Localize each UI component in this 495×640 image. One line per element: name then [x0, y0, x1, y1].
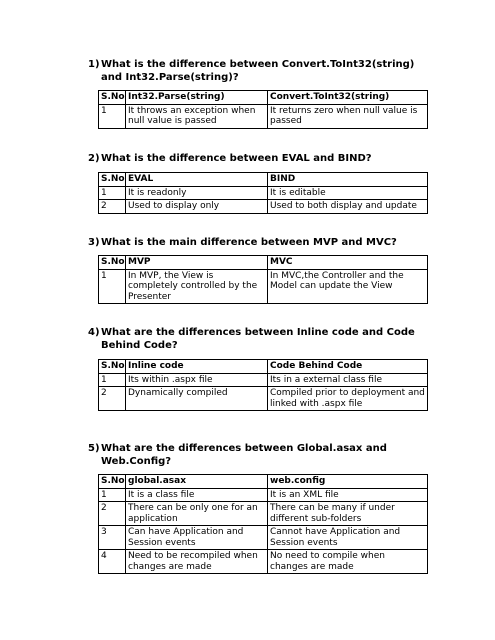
cell-sno: 1 [99, 488, 126, 502]
cell-sno: 1 [99, 104, 126, 128]
header-col-2: Convert.ToInt32(string) [268, 91, 428, 105]
question-text: What are the differences between Inline code and Code Behind Code? [101, 327, 415, 351]
question-1 [88, 58, 428, 84]
cell-col-1: Can have Application and Session events [126, 526, 268, 550]
cell-col-2: It returns zero when null value is passed [268, 104, 428, 128]
header-col-2: BIND [268, 173, 428, 187]
question-number: 3) [88, 237, 100, 248]
cell-col-2: Cannot have Application and Session events [268, 526, 428, 550]
cell-sno: 3 [99, 526, 126, 550]
cell-col-1: In MVP, the View is completely controlled by the Presenter [126, 269, 268, 304]
header-sno: S.No [99, 173, 126, 187]
cell-sno: 1 [99, 269, 126, 304]
question-text: What is the main difference between MVP and MVC? [101, 237, 397, 248]
table-row [99, 526, 428, 550]
cell-col-2: In MVC,the Controller and the Model can update the View [268, 269, 428, 304]
header-col-2: web.config [268, 475, 428, 489]
table-row [99, 387, 428, 411]
cell-sno: 1 [99, 186, 126, 200]
cell-col-2: Compiled prior to deployment and linked with .aspx file [268, 387, 428, 411]
question-3 [88, 236, 428, 249]
cell-col-2: It is an XML file [268, 488, 428, 502]
table-row [99, 502, 428, 526]
header-col-1: global.asax [126, 475, 268, 489]
comparison-table-2 [98, 172, 428, 214]
cell-col-1: Need to be recompiled when changes are made [126, 550, 268, 574]
cell-col-1: It is a class file [126, 488, 268, 502]
cell-col-1: Its within .aspx file [126, 373, 268, 387]
table-header-row [99, 475, 428, 489]
question-number: 4) [88, 327, 100, 338]
table-header-row [99, 360, 428, 374]
question-5 [88, 442, 428, 468]
cell-col-2: Used to both display and update [268, 200, 428, 214]
comparison-table-5 [98, 474, 428, 574]
header-col-1: Int32.Parse(string) [126, 91, 268, 105]
table-row [99, 488, 428, 502]
table-row [99, 186, 428, 200]
header-col-1: MVP [126, 256, 268, 270]
cell-col-1: It is readonly [126, 186, 268, 200]
table-header-row [99, 91, 428, 105]
cell-col-2: There can be many if under different sub-folders [268, 502, 428, 526]
table-row [99, 269, 428, 304]
cell-col-1: Dynamically compiled [126, 387, 268, 411]
cell-col-1: Used to display only [126, 200, 268, 214]
header-sno: S.No [99, 91, 126, 105]
question-2 [88, 152, 428, 165]
question-text: What are the differences between Global.asax and Web.Config? [101, 443, 387, 467]
table-row [99, 104, 428, 128]
question-text: What is the difference between EVAL and BIND? [101, 153, 372, 164]
cell-sno: 4 [99, 550, 126, 574]
table-row [99, 550, 428, 574]
question-number: 1) [88, 59, 100, 70]
comparison-table-3 [98, 255, 428, 304]
header-col-2: MVC [268, 256, 428, 270]
cell-sno: 2 [99, 502, 126, 526]
header-sno: S.No [99, 360, 126, 374]
table-row [99, 200, 428, 214]
question-number: 2) [88, 153, 100, 164]
table-header-row [99, 256, 428, 270]
question-number: 5) [88, 443, 100, 454]
question-text: What is the difference between Convert.ToInt32(string) and Int32.Parse(string)? [101, 59, 415, 83]
header-col-1: Inline code [126, 360, 268, 374]
cell-sno: 2 [99, 387, 126, 411]
cell-col-1: It throws an exception when null value is passed [126, 104, 268, 128]
header-sno: S.No [99, 256, 126, 270]
cell-col-2: Its in a external class file [268, 373, 428, 387]
cell-col-2: No need to compile when changes are made [268, 550, 428, 574]
question-4 [88, 326, 428, 352]
header-sno: S.No [99, 475, 126, 489]
cell-sno: 1 [99, 373, 126, 387]
cell-col-2: It is editable [268, 186, 428, 200]
table-header-row [99, 173, 428, 187]
comparison-table-4 [98, 359, 428, 411]
comparison-table-1 [98, 90, 428, 129]
header-col-1: EVAL [126, 173, 268, 187]
table-row [99, 373, 428, 387]
cell-col-1: There can be only one for an application [126, 502, 268, 526]
header-col-2: Code Behind Code [268, 360, 428, 374]
cell-sno: 2 [99, 200, 126, 214]
